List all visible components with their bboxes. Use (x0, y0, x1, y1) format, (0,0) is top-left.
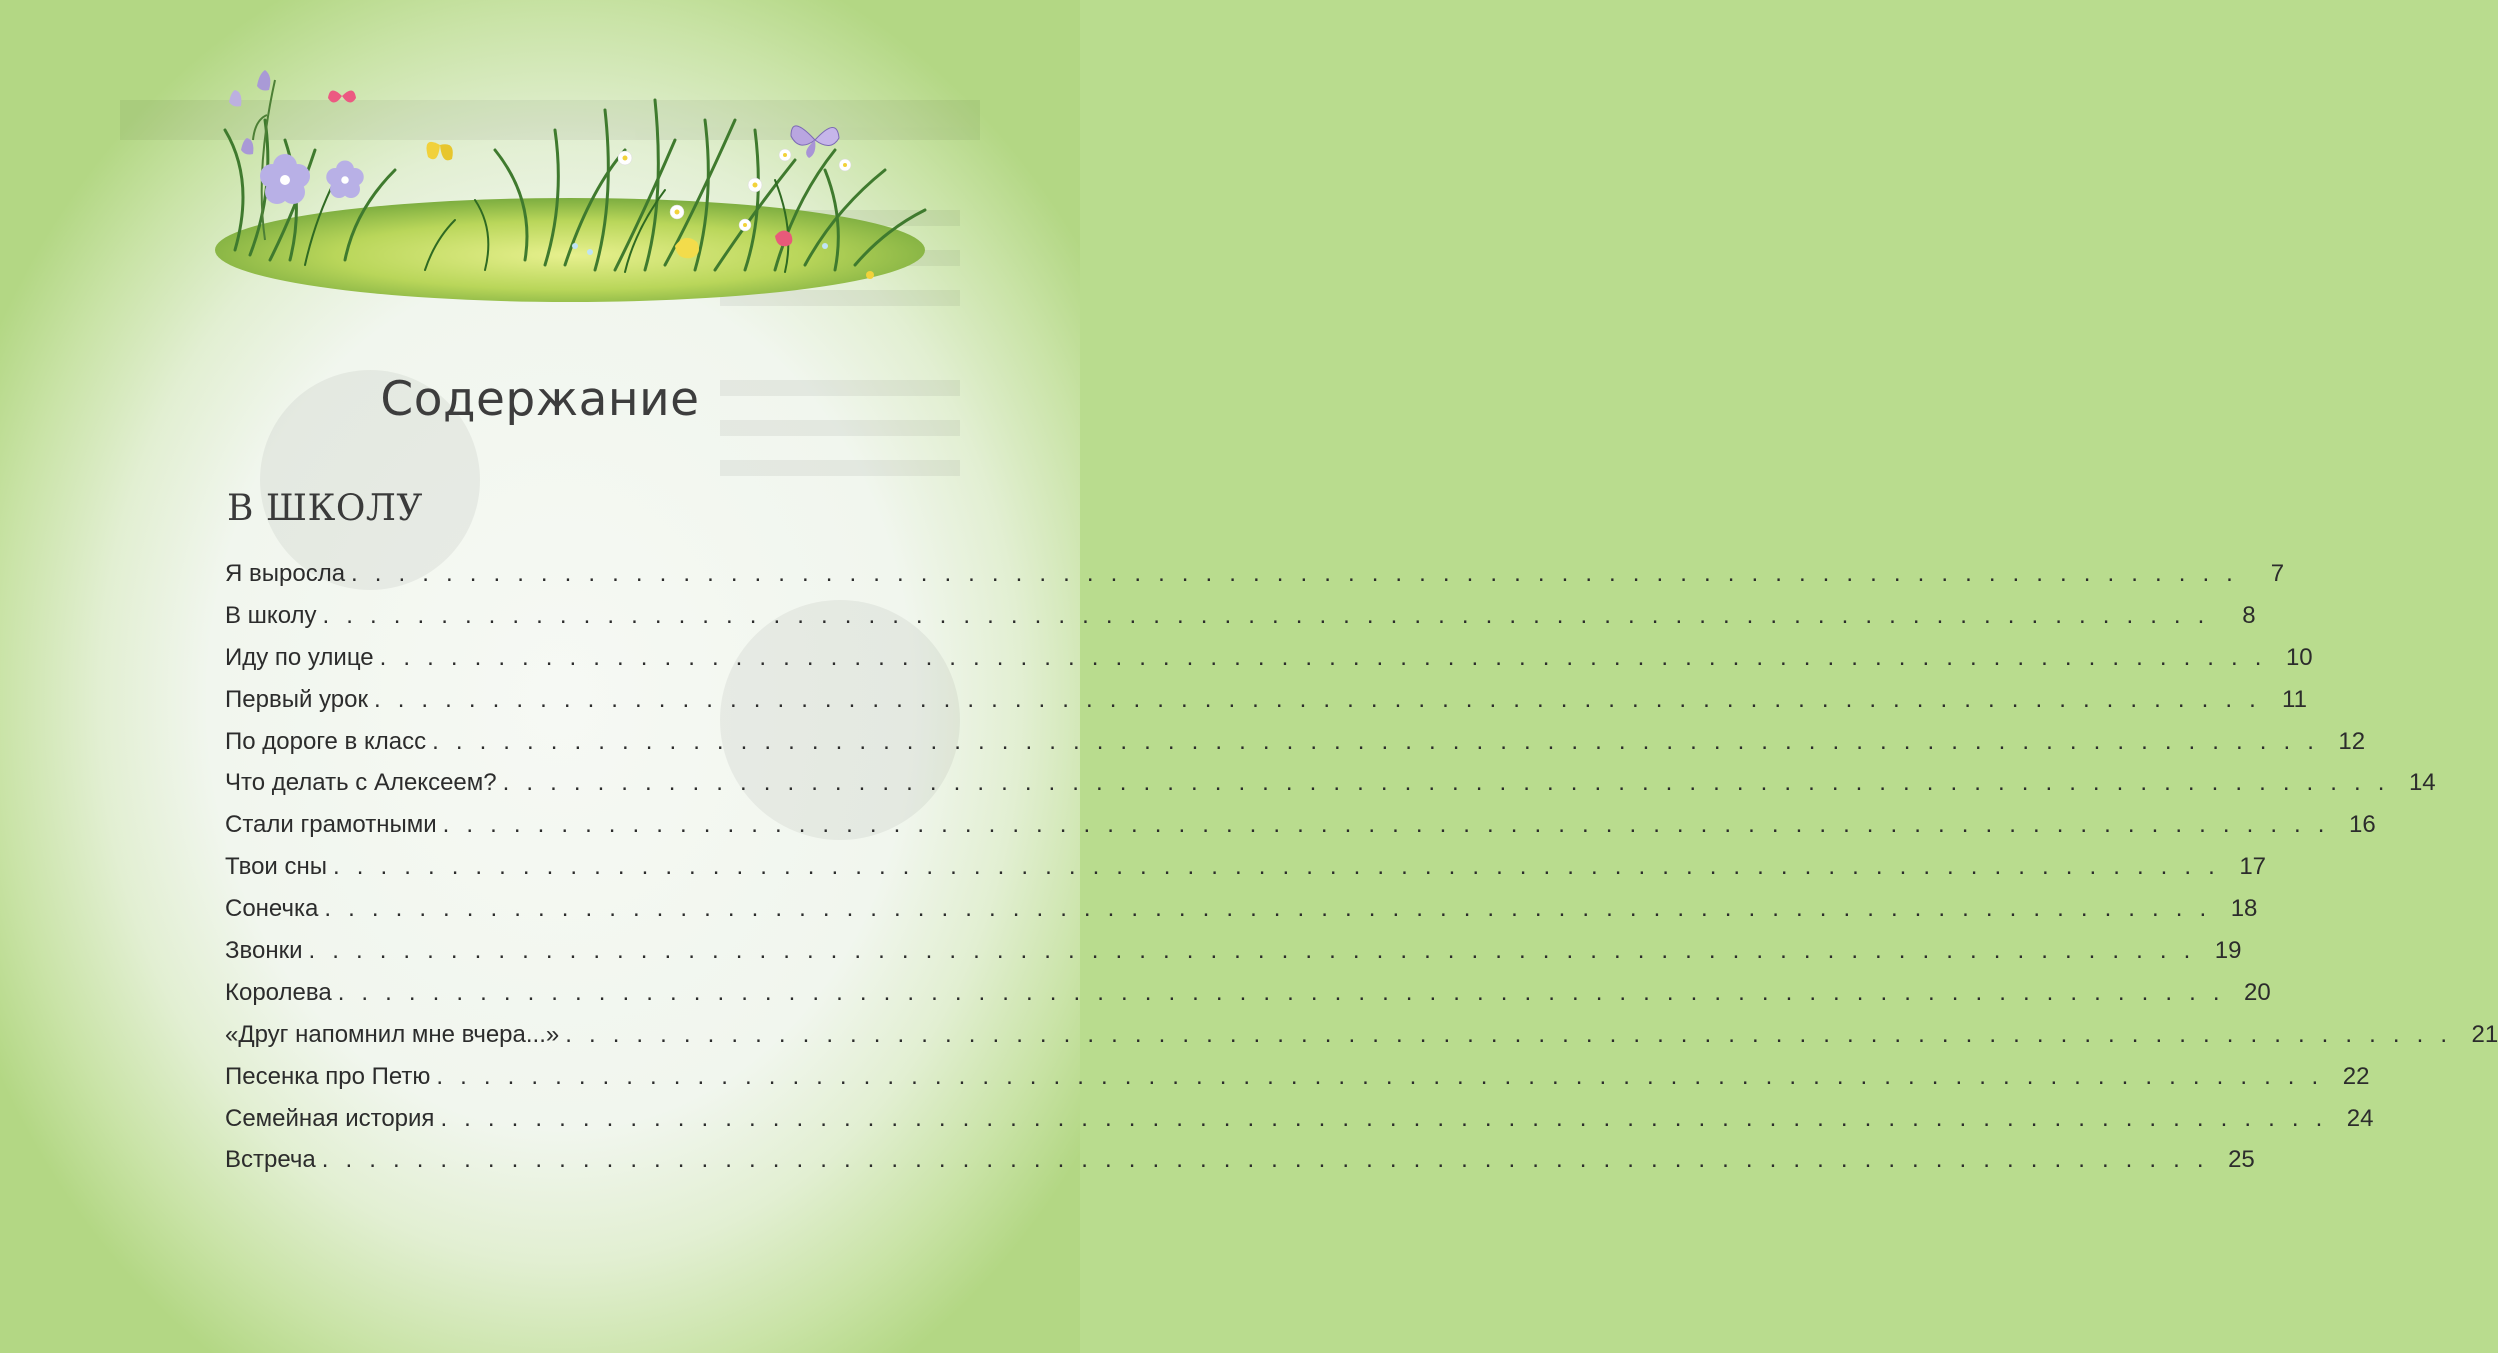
toc-entry[interactable] (225, 895, 2258, 937)
toc-entry-page: 11 (2282, 685, 2307, 713)
toc-entry-page: 18 (2230, 895, 2258, 923)
toc-entry-title: Звонки (225, 937, 303, 965)
toc-entry-page: 10 (2285, 643, 2313, 671)
toc-entry[interactable] (225, 643, 2313, 686)
toc-entry-title: Сонечка (225, 895, 319, 923)
toc-dot-leader: . . . . . . . . . . . . . . . . . . . . . . . . . . . . . . . . . . . . . . . . . . . . . . . . . . . . . . . . . . . . . . . . . . . . . . . . . . . . . . . . (432, 727, 2320, 755)
toc-entry-title: Песенка про Петю (225, 1062, 431, 1090)
toc-entry-title: Что делать с Алексеем? (225, 769, 497, 797)
toc-entry-title: Первый урок (225, 685, 368, 713)
section-heading: В ШКОЛУ (227, 488, 423, 529)
toc-entry[interactable] (225, 1020, 2498, 1063)
pink-butterfly-icon (328, 90, 356, 102)
toc-entry-title: Иду по улице (225, 643, 374, 671)
toc-entry-title: В школу (225, 601, 317, 629)
bluebell-flower (257, 70, 270, 91)
page-title: Содержание (380, 372, 700, 427)
toc-entry[interactable] (225, 853, 2267, 895)
toc-entry-title: Встреча (225, 1146, 316, 1174)
toc-dot-leader: . . . . . . . . . . . . . . . . . . . . . . . . . . . . . . . . . . . . . . . . . . . . . . . . . . . . . . . . . . . . . . . . . . . . . . . . . . . . . . . . (308, 937, 2196, 965)
toc-dot-leader: . . . . . . . . . . . . . . . . . . . . . . . . . . . . . . . . . . . . . . . . . . . . . . . . . . . . . . . . . . . . . . . . . . . . . . . . . . . . . . . . (436, 1062, 2324, 1090)
toc-entry-title: «Друг напомнил мне вчера...» (225, 1020, 560, 1048)
toc-entry-page: 22 (2342, 1062, 2370, 1090)
toc-entry-title: Стали грамотными (225, 811, 437, 839)
toc-entry-page: 20 (2244, 978, 2271, 1006)
toc-entry-title: Твои сны (225, 853, 328, 881)
toc-dot-leader: . . . . . . . . . . . . . . . . . . . . . . . . . . . . . . . . . . . . . . . . . . . . . . . . . . . . . . . . . . . . . . . . . . . . . . . . . . . . . . . . (322, 601, 2210, 629)
toc-entry-page: 19 (2214, 937, 2242, 965)
toc-dot-leader: . . . . . . . . . . . . . . . . . . . . . . . . . . . . . . . . . . . . . . . . . . . . . . . . . . . . . . . . . . . . . . . . . . . . . . . . . . . . . . . . (324, 895, 2212, 923)
toc-dot-leader: . . . . . . . . . . . . . . . . . . . . . . . . . . . . . . . . . . . . . . . . . . . . . . . . . . . . . . . . . . . . . . . . . . . . . . . . . . . . . . . . (351, 560, 2239, 587)
toc-entry-title: Королева (225, 978, 332, 1006)
toc-dot-leader: . . . . . . . . . . . . . . . . . . . . . . . . . . . . . . . . . . . . . . . . . . . . . . . . . . . . . . . . . . . . . . . . . . . . . . . . . . . . . . . . (440, 1104, 2328, 1132)
toc-entry[interactable] (225, 811, 2376, 853)
toc-entry[interactable] (225, 560, 2285, 602)
toc-entry-page: 24 (2346, 1104, 2374, 1132)
meadow-illustration (195, 60, 940, 310)
toc-entry[interactable] (225, 601, 2256, 644)
toc-entry-page: 21 (2471, 1020, 2498, 1048)
toc-entry-page: 14 (2408, 769, 2436, 797)
toc-entry-title: По дороге в класс (225, 727, 427, 755)
toc-entry-page: 12 (2338, 727, 2366, 755)
toc-entry[interactable] (225, 769, 2436, 811)
toc-entry-page: 8 (2242, 601, 2256, 629)
toc-entry-page: 17 (2239, 853, 2267, 881)
toc-dot-leader: . . . . . . . . . . . . . . . . . . . . . . . . . . . . . . . . . . . . . . . . . . . . . . . . . . . . . . . . . . . . . . . . . . . . . . . . . . . . . . . . (321, 1146, 2209, 1174)
toc-entry[interactable] (225, 937, 2242, 979)
toc-dot-leader: . . . . . . . . . . . . . . . . . . . . . . . . . . . . . . . . . . . . . . . . . . . . . . . . . . . . . . . . . . . . . . . . . . . . . . . . . . . . . . . . (333, 853, 2221, 881)
toc-entry-page: 16 (2348, 811, 2376, 839)
toc-entry-page: 7 (2270, 560, 2285, 587)
toc-dot-leader: . . . . . . . . . . . . . . . . . . . . . . . . . . . . . . . . . . . . . . . . . . . . . . . . . . . . . . . . . . . . . . . . . . . . . . . . . . . . . . . . (502, 769, 2390, 797)
table-of-contents (225, 560, 2498, 1188)
toc-entry-page: 25 (2228, 1146, 2255, 1174)
toc-entry[interactable] (225, 978, 2271, 1021)
toc-entry[interactable] (225, 1104, 2374, 1147)
toc-entry-title: Я выросла (225, 560, 346, 587)
toc-dot-leader: . . . . . . . . . . . . . . . . . . . . . . . . . . . . . . . . . . . . . . . . . . . . . . . . . . . . . . . . . . . . . . . . . . . . . . . . . . . . . . . . (565, 1020, 2453, 1048)
toc-dot-leader: . . . . . . . . . . . . . . . . . . . . . . . . . . . . . . . . . . . . . . . . . . . . . . . . . . . . . . . . . . . . . . . . . . . . . . . . . . . . . . . . (379, 643, 2267, 671)
toc-dot-leader: . . . . . . . . . . . . . . . . . . . . . . . . . . . . . . . . . . . . . . . . . . . . . . . . . . . . . . . . . . . . . . . . . . . . . . . . . . . . . . . . (442, 811, 2330, 839)
violet-flower (326, 161, 364, 199)
toc-entry[interactable] (225, 1146, 2255, 1188)
toc-entry-title: Семейная история (225, 1104, 435, 1132)
toc-entry[interactable] (225, 727, 2366, 770)
toc-dot-leader: . . . . . . . . . . . . . . . . . . . . . . . . . . . . . . . . . . . . . . . . . . . . . . . . . . . . . . . . . . . . . . . . . . . . . . . . . . . . . . . . (337, 978, 2225, 1006)
toc-dot-leader: . . . . . . . . . . . . . . . . . . . . . . . . . . . . . . . . . . . . . . . . . . . . . . . . . . . . . . . . . . . . . . . . . . . . . . . . . . . . . . . . (373, 685, 2261, 713)
toc-entry[interactable] (225, 1062, 2370, 1105)
yellow-butterfly-icon (427, 142, 453, 161)
toc-entry[interactable] (225, 685, 2307, 728)
